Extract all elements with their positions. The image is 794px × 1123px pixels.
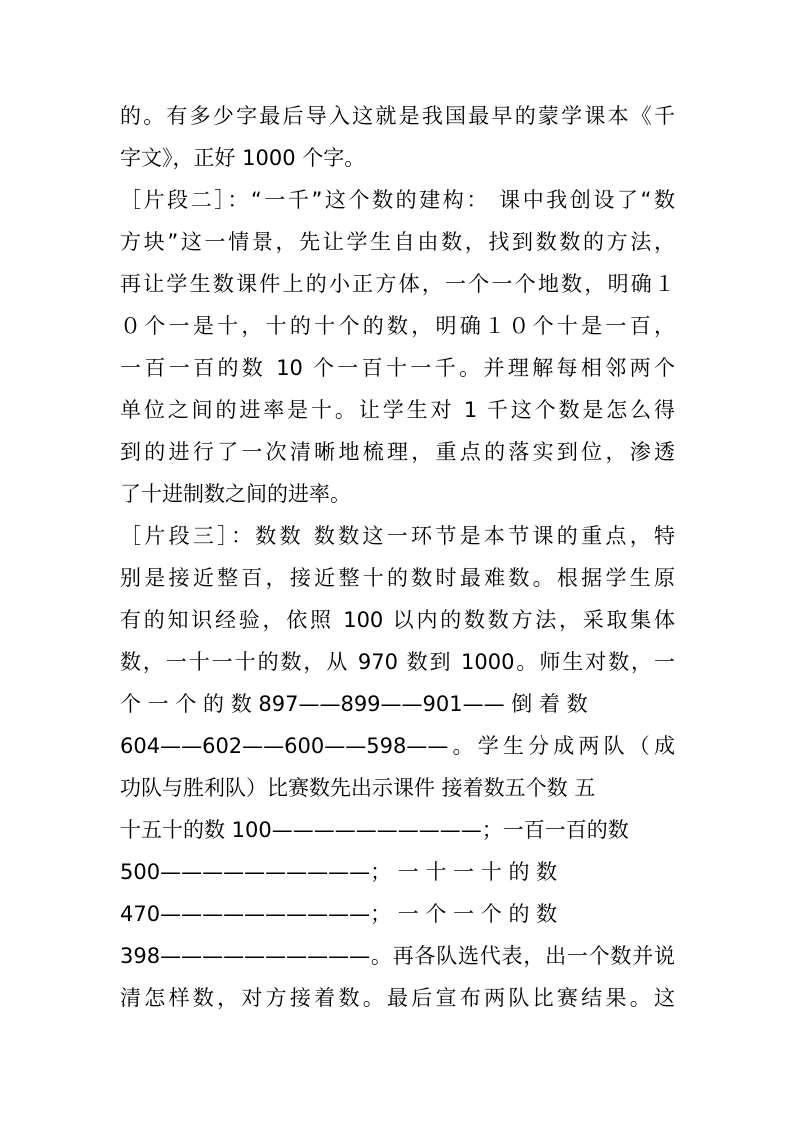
text-line: ［片段三］：数数 数数这一环节是本节课的重点，特 [120, 524, 675, 548]
text-line: 功队与胜利队）比赛数先出示课件 接着数五个数 五 [120, 776, 596, 800]
text-line: 有的知识经验，依照 100 以内的数数方法，采取集体 [120, 608, 675, 632]
text-line: 个 一 个 的 数 897——899——901—— 倒 着 数 [120, 692, 588, 716]
text-line: 方块”这一情景，先让学生自由数，找到数数的方法， [120, 230, 675, 254]
text-line: 再让学生数课件上的小正方体，一个一个地数，明确１ [120, 272, 675, 296]
text-line: 字文》，正好 1000 个字。 [120, 146, 366, 170]
text-line: 一百一百的数 10 个一百十一千。并理解每相邻两个 [120, 356, 675, 380]
text-line: 到的进行了一次清晰地梳理，重点的落实到位，渗透 [120, 440, 675, 464]
text-line: 500——————————； 一 十 一 十 的 数 [120, 860, 558, 884]
text-line: 数，一十一十的数，从 970 数到 1000。师生对数，一 [120, 650, 675, 674]
text-line: ０个一是十，十的十个的数，明确１０个十是一百， [120, 314, 675, 338]
text-line: ［片段二］：“一千”这个数的建构： 课中我创设了“数 [120, 188, 675, 212]
text-line: 的。有多少字最后导入这就是我国最早的蒙学课本《千 [120, 104, 675, 128]
text-line: 470——————————； 一 个 一 个 的 数 [120, 902, 558, 926]
text-line: 单位之间的进率是十。让学生对 1 千这个数是怎么得 [120, 398, 675, 422]
text-line: 604——602——600——598——。学生分成两队（成 [120, 734, 675, 758]
text-line: 十五十的数 100——————————；一百一百的数 [120, 818, 629, 842]
text-line: 清怎样数，对方接着数。最后宣布两队比赛结果。这 [120, 986, 675, 1010]
text-line: 别是接近整百，接近整十的数时最难数。根据学生原 [120, 566, 675, 590]
text-line: 398——————————。再各队选代表，出一个数并说 [120, 944, 675, 968]
text-line: 了十进制数之间的进率。 [120, 482, 351, 506]
